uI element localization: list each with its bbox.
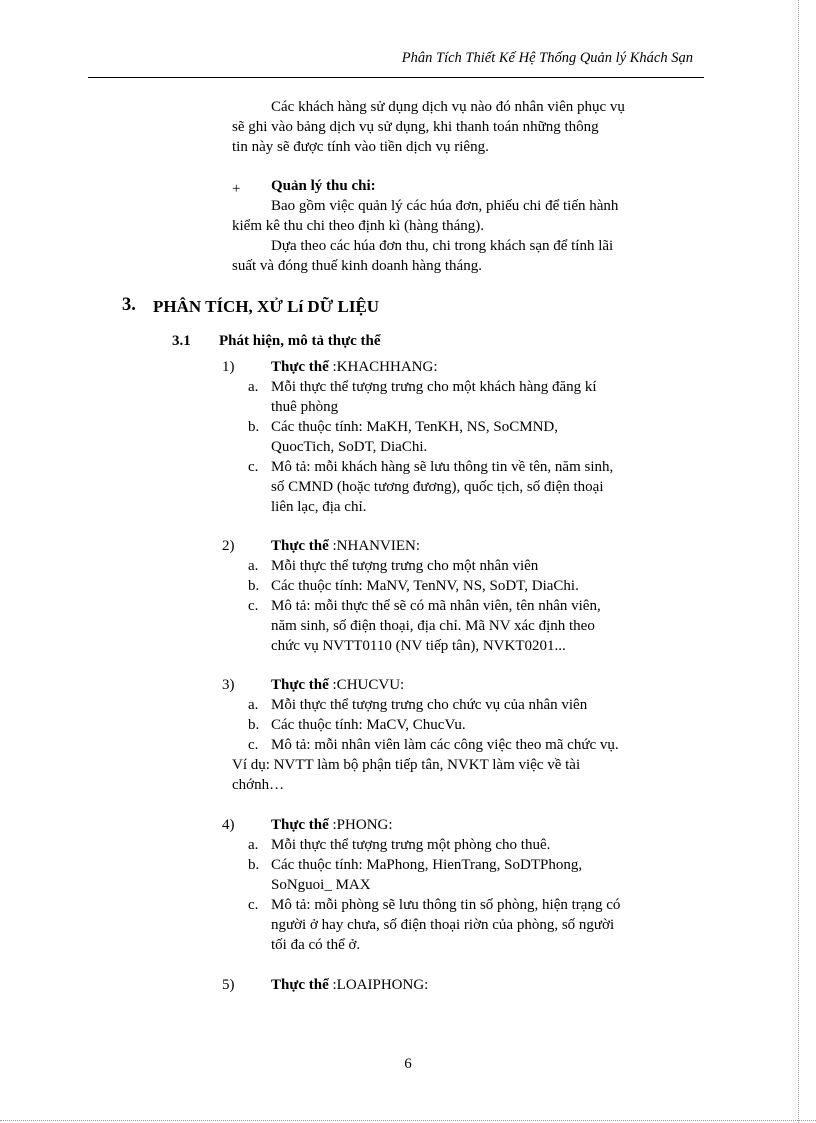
- entity-2-item-a-marker: a.: [248, 558, 259, 574]
- entity-4-item-c-line-2: người ở hay chưa, số điện thoại riờn của phòng, số người: [271, 917, 615, 933]
- entity-2-number: 2): [222, 538, 235, 554]
- entity-2-item-c-line-2: năm sinh, số điện thoại, địa chỉ. Mã NV xác định theo: [271, 618, 595, 634]
- entity-1-number: 1): [222, 359, 235, 375]
- running-header: Phân Tích Thiết Kế Hệ Thống Quản lý Khách Sạn: [401, 50, 693, 66]
- thu-chi-line-3: Dựa theo các húa đơn thu, chi trong khách sạn để tính lãi: [271, 238, 614, 254]
- page-number: 6: [404, 1056, 412, 1072]
- entity-5-name: :LOAIPHONG:: [332, 977, 429, 993]
- entity-5-number: 5): [222, 977, 235, 993]
- entity-3-label: Thực thể: [271, 677, 329, 693]
- entity-4-item-b-marker: b.: [248, 857, 260, 873]
- entity-1-item-b-line-2: QuocTich, SoDT, DiaChi.: [271, 439, 428, 455]
- entity-3-continuation-line-2: chớnh…: [232, 777, 285, 793]
- entity-3-item-a-line-1: Mỗi thực thể tượng trưng cho chức vụ của nhân viên: [271, 697, 588, 713]
- entity-1-item-c-line-1: Mô tả: mỗi khách hàng sẽ lưu thông tin về tên, năm sinh,: [271, 459, 614, 475]
- thu-chi-line-1: Bao gồm việc quản lý các húa đơn, phiếu chi để tiến hành: [271, 198, 619, 214]
- entity-3-item-c-line-1: Mô tả: mỗi nhân viên làm các công việc theo mã chức vụ.: [271, 737, 619, 753]
- entity-1-item-c-marker: c.: [248, 459, 259, 475]
- page-edge-bottom: [0, 1120, 816, 1121]
- entity-5-label: Thực thể: [271, 977, 329, 993]
- entity-4-name: :PHONG:: [332, 817, 393, 833]
- entity-1-label: Thực thể: [271, 359, 329, 375]
- entity-4-item-b-line-2: SoNguoi_ MAX: [271, 877, 371, 893]
- header-rule: [88, 77, 704, 78]
- entity-3-name: :CHUCVU:: [332, 677, 405, 693]
- entity-2-item-b-line-1: Các thuộc tính: MaNV, TenNV, NS, SoDT, DiaChi.: [271, 578, 579, 594]
- entity-4-item-c-line-3: tối đa có thể ở.: [271, 937, 361, 953]
- entity-3-number: 3): [222, 677, 235, 693]
- entity-4-item-c-line-1: Mô tả: mỗi phòng sẽ lưu thông tin số phòng, hiện trạng có: [271, 897, 621, 913]
- entity-2-item-c-marker: c.: [248, 598, 259, 614]
- intro-line-1: Các khách hàng sử dụng dịch vụ nào đó nhân viên phục vụ: [271, 99, 625, 115]
- entity-2-item-c-line-3: chức vụ NVTT0110 (NV tiếp tân), NVKT0201...: [271, 638, 566, 654]
- entity-1-item-b-line-1: Các thuộc tính: MaKH, TenKH, NS, SoCMND,: [271, 419, 558, 435]
- entity-4-label: Thực thể: [271, 817, 329, 833]
- intro-line-3: tin này sẽ được tính vào tiền dịch vụ riêng.: [232, 139, 489, 155]
- entity-3-item-c-marker: c.: [248, 737, 259, 753]
- page-edge-right: [798, 0, 799, 1123]
- entity-2-item-b-marker: b.: [248, 578, 260, 594]
- entity-3-item-b-line-1: Các thuộc tính: MaCV, ChucVu.: [271, 717, 466, 733]
- entity-1-item-a-line-1: Mỗi thực thể tượng trưng cho một khách hàng đăng kí: [271, 379, 597, 395]
- entity-4-item-c-marker: c.: [248, 897, 259, 913]
- section-3-title: PHÂN TÍCH, XỬ Lí DỮ LIỆU: [153, 297, 380, 316]
- entity-1-item-a-marker: a.: [248, 379, 259, 395]
- entity-1-item-c-line-3: liên lạc, địa chỉ.: [271, 499, 367, 515]
- thu-chi-line-2: kiểm kê thu chi theo định kì (hàng tháng).: [232, 218, 485, 234]
- intro-line-2: sẽ ghi vào bảng dịch vụ sử dụng, khi thanh toán những thông: [232, 119, 599, 135]
- entity-1-item-a-line-2: thuê phòng: [271, 399, 339, 415]
- entity-2-item-a-line-1: Mỗi thực thể tượng trưng cho một nhân viên: [271, 558, 539, 574]
- entity-4-item-a-line-1: Mỗi thực thể tượng trưng một phòng cho thuê.: [271, 837, 551, 853]
- section-3-1-number: 3.1: [172, 333, 191, 349]
- entity-2-label: Thực thể: [271, 538, 329, 554]
- entity-3-item-b-marker: b.: [248, 717, 260, 733]
- entity-1-item-b-marker: b.: [248, 419, 260, 435]
- entity-4-item-a-marker: a.: [248, 837, 259, 853]
- entity-3-item-a-marker: a.: [248, 697, 259, 713]
- thu-chi-line-4: suất và đóng thuế kinh doanh hàng tháng.: [232, 258, 482, 274]
- entity-4-number: 4): [222, 817, 235, 833]
- thu-chi-title: Quản lý thu chi:: [271, 178, 376, 194]
- section-3-1-title: Phát hiện, mô tả thực thể: [219, 333, 381, 349]
- section-3-number: 3.: [122, 295, 136, 315]
- entity-4-item-b-line-1: Các thuộc tính: MaPhong, HienTrang, SoDTPhong,: [271, 857, 583, 873]
- entity-2-name: :NHANVIEN:: [332, 538, 421, 554]
- bullet-plus: +: [232, 181, 241, 197]
- entity-3-continuation-line-1: Ví dụ: NVTT làm bộ phận tiếp tân, NVKT làm việc về tài: [232, 757, 581, 773]
- entity-1-name: :KHACHHANG:: [332, 359, 438, 375]
- entity-1-item-c-line-2: số CMND (hoặc tương đương), quốc tịch, số điện thoại: [271, 479, 604, 495]
- entity-2-item-c-line-1: Mô tả: mỗi thực thể sẽ có mã nhân viên, tên nhân viên,: [271, 598, 601, 614]
